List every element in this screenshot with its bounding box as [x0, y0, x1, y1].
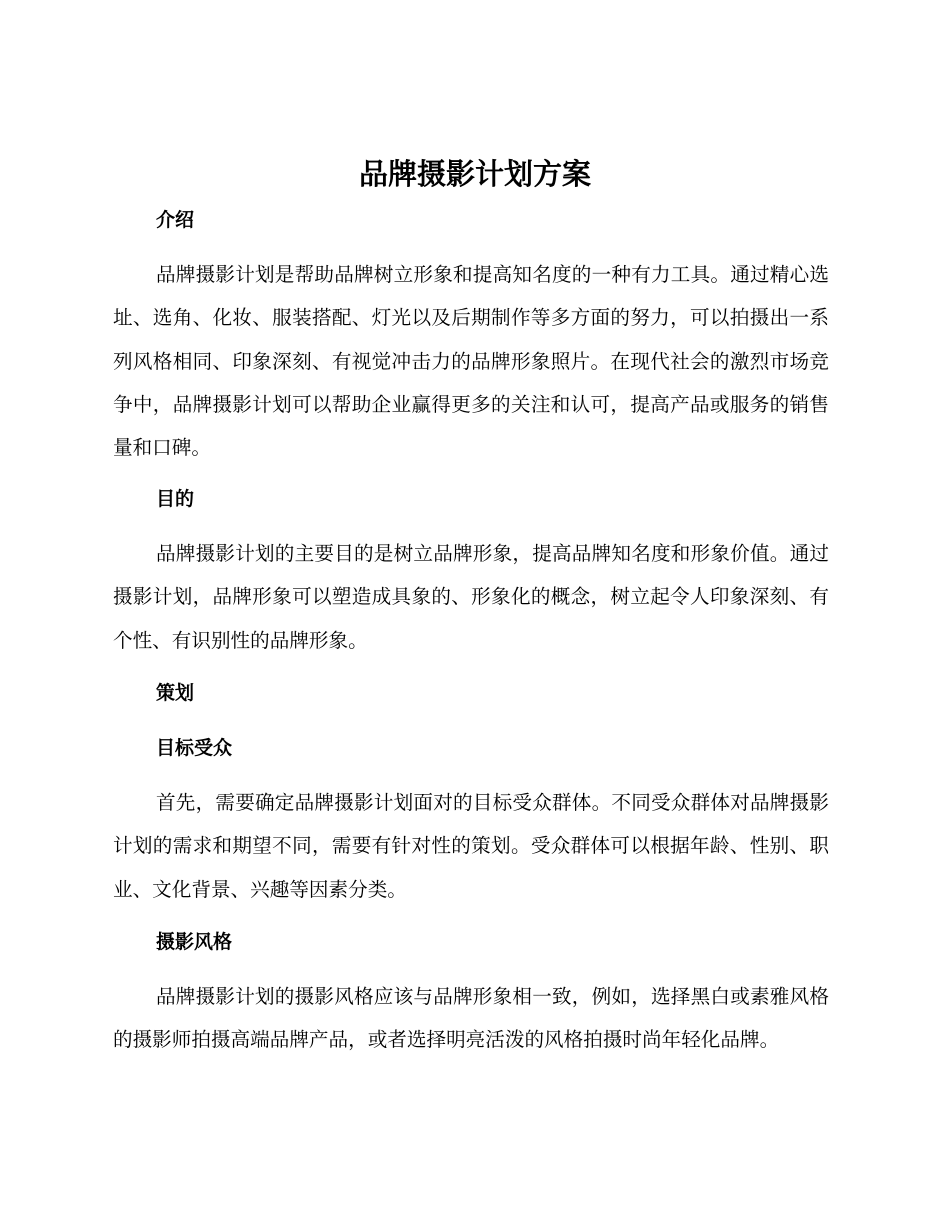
section-paragraph-target-audience: 首先，需要确定品牌摄影计划面对的目标受众群体。不同受众群体对品牌摄影计划的需求和期望不同，需要有针对性的策划。受众群体可以根据年龄、性别、职业、文化背景、兴趣等因素分类。 [113, 791, 829, 901]
section-heading-introduction: 介绍 [156, 209, 195, 231]
section-paragraph-photo-style: 品牌摄影计划的摄影风格应该与品牌形象相一致，例如，选择黑白或素雅风格的摄影师拍摄高端品牌产品，或者选择明亮活泼的风格拍摄时尚年轻化品牌。 [113, 985, 829, 1052]
section-heading-planning: 策划 [156, 682, 195, 704]
section-heading-photo-style: 摄影风格 [156, 931, 233, 953]
document-title: 品牌摄影计划方案 [358, 157, 591, 191]
section-paragraph-purpose: 品牌摄影计划的主要目的是树立品牌形象，提高品牌知名度和形象价值。通过摄影计划，品牌形象可以塑造成具象的、形象化的概念，树立起令人印象深刻、有个性、有识别性的品牌形象。 [113, 542, 829, 652]
section-heading-target-audience: 目标受众 [156, 737, 233, 759]
section-heading-purpose: 目的 [156, 488, 195, 510]
section-paragraph-introduction: 品牌摄影计划是帮助品牌树立形象和提高知名度的一种有力工具。通过精心选址、选角、化妆、服装搭配、灯光以及后期制作等多方面的努力，可以拍摄出一系列风格相同、印象深刻、有视觉冲击力的品牌形象照片。在现代社会的激烈市场竞争中，品牌摄影计划可以帮助企业赢得更多的关注和认可，提高产品或服务的销售量和口碑。 [113, 263, 829, 460]
